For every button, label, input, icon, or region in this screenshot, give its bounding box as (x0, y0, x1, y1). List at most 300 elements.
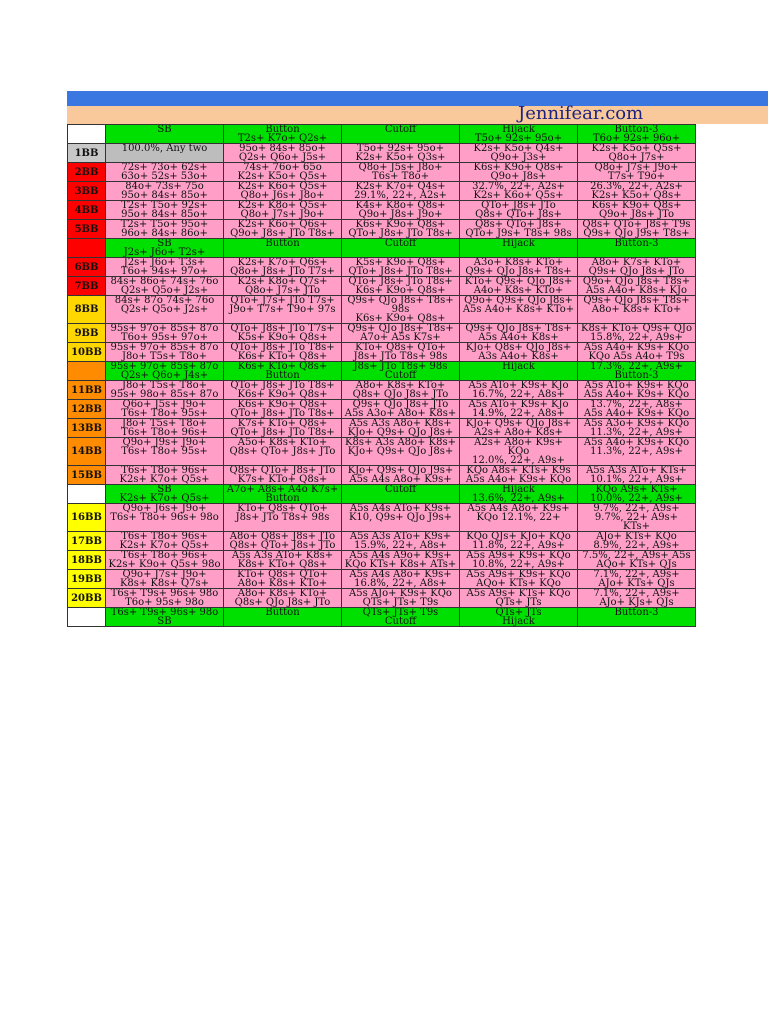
position-header-row (68, 239, 696, 258)
stack-size-label: 11BB (68, 381, 106, 400)
range-text: QTo+ J7s+ JTo T7s+ J9o+ T7s+ T9o+ 97s (229, 295, 336, 315)
range-text: A5s A9s+ KTs+ KQo QTs+ JTs (466, 588, 571, 608)
range-cell (106, 201, 224, 220)
range-text: K5s+ K9o+ Q8s+ QTo+ J8s+ JTo T8s+ (348, 257, 453, 277)
range-text: Q9s+ QJo J8s+ T8s+ A8o+ K8s+ KTo+ (583, 295, 690, 315)
stack-size-label: 9BB (68, 324, 106, 343)
range-text: K2s+ K8o+ Q5s+ Q8o+ J7s+ J9o+ (237, 200, 328, 220)
range-cell (578, 220, 696, 239)
stack-size-label: 2BB (68, 163, 106, 182)
range-text: KJo+ Q8s+ QJo J8s+ A3s A4o+ K8s+ (465, 342, 572, 362)
stack-size-label (68, 608, 106, 627)
range-cell (460, 400, 578, 419)
position-header-cell (460, 485, 578, 504)
range-cell (106, 182, 224, 201)
range-cell (224, 551, 342, 570)
position-header-cell (224, 125, 342, 144)
range-cell (106, 532, 224, 551)
range-text: A5s A4o+ K9s+ KQo KQo A5s A4o+ T9s (583, 342, 690, 362)
range-text: Q9o+ J7s+ J9o+ K8s+ K8s+ Q7s+ (119, 569, 210, 589)
range-text: A5s A4s A8o+ K9s+ 16.8%, 22+, A8s+ (349, 569, 452, 589)
stack-row (68, 589, 696, 608)
range-text: Hijack T5o+ 92s+ 95o+ (474, 124, 563, 144)
range-text: 84o+ 73s+ 75o 95o+ 84s+ 85o+ (121, 181, 208, 201)
range-cell (460, 220, 578, 239)
range-cell (342, 343, 460, 362)
stack-size-label: 14BB (68, 438, 106, 466)
position-header-cell (106, 485, 224, 504)
range-text: Q9o+ J9s+ J9o+ T6s+ T8o+ 95s+ (121, 437, 208, 457)
range-text: 7.1%, 22+, A9s+ AJo+ KJs+ QJs (593, 588, 680, 608)
range-cell (224, 343, 342, 362)
range-text: K4s+ K8o+ Q8s+ Q9o+ J8s+ J9o+ (355, 200, 446, 220)
site-title: Jennifear.com (518, 103, 644, 124)
range-text: A5s A3s ATo+ K9s+ 15.9%, 22+, A8s+ (349, 531, 452, 551)
range-text: 72s+ 73o+ 62s+ 63o+ 52s+ 53o+ (121, 162, 208, 182)
range-cell (224, 201, 342, 220)
range-cell (342, 438, 460, 466)
range-text: A2s+ A8o+ K9s+ KQo 12.0%, 22+, A9s+ (472, 437, 565, 466)
range-cell (342, 419, 460, 438)
range-cell (578, 381, 696, 400)
stack-size-label: 8BB (68, 296, 106, 324)
range-text: Cutoff (384, 238, 417, 249)
range-text: QTs+ JTs Hijack (495, 607, 542, 627)
range-text: T2s+ T5o+ 95o+ 96o+ 84s+ 86o+ (120, 219, 209, 239)
range-text: AJo+ KTs+ KQo 8.9%, 22+, A9s+ (593, 531, 680, 551)
range-text: Hijack (502, 361, 535, 372)
range-text: KJo+ Q9s+ QJo J9s+ A5s A4s A8o+ K9s+ (347, 465, 454, 485)
range-cell (578, 570, 696, 589)
stack-size-label (68, 125, 106, 144)
range-text: Button (265, 238, 300, 249)
stack-size-label: 13BB (68, 419, 106, 438)
range-cell (224, 277, 342, 296)
range-cell (106, 419, 224, 438)
range-text: Button-3 (614, 238, 659, 249)
range-text: A5s A4s ATo+ K9s+ K10, Q9s+ QJo J9s+ (348, 503, 453, 523)
range-cell (342, 381, 460, 400)
range-cell (342, 504, 460, 532)
stack-row (68, 144, 696, 163)
stack-row (68, 324, 696, 343)
range-text: A8o+ K8s+ KTo+ Q8s+ QJo J8s+ JTo (352, 380, 449, 400)
position-header-cell (342, 125, 460, 144)
range-cell (460, 570, 578, 589)
range-text: T2s+ T5o+ 92s+ 95o+ 84s+ 85o+ (121, 200, 208, 220)
stack-size-label: 20BB (68, 589, 106, 608)
range-cell (460, 144, 578, 163)
position-header-cell (578, 485, 696, 504)
range-cell (460, 466, 578, 485)
range-cell (460, 504, 578, 532)
position-header-cell (224, 239, 342, 258)
position-header-cell (342, 608, 460, 627)
range-text: A5s A3o+ K9s+ KQo 11.3%, 22+, A9s+ (583, 418, 690, 438)
stack-row (68, 343, 696, 362)
range-cell (106, 296, 224, 324)
range-text: A3o+ K8s+ KTo+ Q9s+ QJo J8s+ T8s+ (465, 257, 572, 277)
range-cell (224, 381, 342, 400)
range-text: Q9o+ Q9s+ QJo J8s+ A5s A4o+ K8s+ KTo+ (462, 295, 575, 315)
range-text: KTo+ Q8s+ QTo+ J8s+ JTo T8s+ 98s (353, 342, 448, 362)
range-text: J8s+ JTo T8s+ 98s Cutoff (353, 361, 448, 381)
range-text: Button T2s+ K7o+ Q2s+ (237, 124, 328, 144)
range-text: Hijack (502, 238, 535, 249)
range-text: QTo+ J8s+ JTo T7s+ K5s+ K9o+ Q8s+ (230, 323, 335, 343)
range-cell (224, 589, 342, 608)
stack-row (68, 220, 696, 239)
stack-size-label: 7BB (68, 277, 106, 296)
range-text: KQo A8s+ KTs+ K9s A5s A4o+ K9s+ KQo (465, 465, 572, 485)
range-text: T6s+ T8o+ 96s+ K2s+ K9o+ Q5s+ 98o (108, 550, 221, 570)
range-text: A5o+ K8s+ KTo+ Q8s+ QTo+ J8s+ JTo (229, 437, 336, 457)
stack-size-label (68, 362, 106, 381)
range-text: QTo+ J8s+ JTo T8s+ K6s+ K9o+ Q8s+ (348, 276, 453, 296)
range-text: 17.3%, 22+, A9s+ Button-3 (590, 361, 683, 381)
header-peach-band (67, 106, 768, 124)
range-cell (342, 296, 460, 324)
range-text: A8o+ K7s+ KTo+ Q9s+ QJo J8s+ JTo (588, 257, 685, 277)
range-text: K8s+ A3s A8o+ K8s+ KJo+ Q9s+ QJo J8s+ (345, 437, 456, 457)
range-cell (460, 589, 578, 608)
range-text: Cutoff (384, 484, 417, 495)
range-cell (106, 163, 224, 182)
range-text: A5s A4s A9o+ K9s+ KQo KTs+ K8s+ ATs+ (344, 550, 457, 570)
position-header-cell (460, 239, 578, 258)
push-range-table (67, 124, 696, 627)
position-header-cell (106, 362, 224, 381)
range-cell (578, 163, 696, 182)
range-text: A8o+ Q8s+ J8s+ JTo Q8s+ QTo+ J8s+ JTo (229, 531, 336, 551)
stack-size-label (68, 239, 106, 258)
range-cell (106, 277, 224, 296)
position-header-cell (578, 239, 696, 258)
range-text: 84s+ 86o+ 74s+ 76o Q2s+ Q5o+ J2s+ (110, 276, 219, 296)
range-text: A5s AJo+ K9s+ KQo QTs+ JTs+ T9s (349, 588, 452, 608)
range-text: 84s+ 87o 74s+ 76o Q2s+ Q5o+ J2s+ (114, 295, 215, 315)
range-text: K6s+ K9o+ Q8s+ Q9o+ J8s+ JTo (591, 200, 682, 220)
range-cell (106, 570, 224, 589)
range-text: 95o+ 84s+ 85o+ Q2s+ Q6o+ J5s+ (238, 143, 327, 163)
range-text: 100.0%, Any two (121, 143, 208, 154)
range-text: A5s A9s+ K9s+ KQo 10.8%, 22+, A9s+ (466, 550, 571, 570)
range-text: A7o+ A8s+ A4o K7s+ Button (226, 484, 339, 504)
range-text: 95s+ 97o+ 85s+ 87o J8o+ T5s+ T8o+ (110, 342, 219, 362)
range-text: QTo+ J8s+ JTo Q8s+ QTo+ J8s+ (475, 200, 562, 220)
range-text: Q9s+ QJo J8s+ JTo A5s A3o+ A8o+ K8s+ (344, 399, 457, 419)
range-text: A5s ATo+ K9s+ KJo 16.7%, 22+, A8s+ (468, 380, 569, 400)
range-text: T6s+ T8o+ 96s+ K2s+ K7o+ Q5s+ (119, 465, 210, 485)
position-header-cell (578, 125, 696, 144)
range-cell (224, 182, 342, 201)
range-text: T5o+ 92s+ 95o+ K2s+ K5o+ Q3s+ (355, 143, 446, 163)
range-cell (342, 324, 460, 343)
range-text: Q6o+ J5s+ J9o+ T6s+ T8o+ 95s+ (121, 399, 208, 419)
position-header-cell (106, 239, 224, 258)
range-cell (342, 220, 460, 239)
range-text: KJo+ Q9s+ QJo J8s+ A2s+ A8o+ K8s+ (465, 418, 572, 438)
range-cell (224, 400, 342, 419)
position-header-row (68, 125, 696, 144)
range-text: K2s+ K7o+ Q4s+ 29.1%, 22+, A2s+ (354, 181, 447, 201)
range-text: Hijack 13.6%, 22+, A9s+ (472, 484, 565, 504)
range-cell (460, 201, 578, 220)
range-cell (224, 438, 342, 466)
stack-size-label: 19BB (68, 570, 106, 589)
position-header-cell (106, 125, 224, 144)
range-cell (106, 381, 224, 400)
stack-size-label: 10BB (68, 343, 106, 362)
range-text: A5s A4s A8o+ K9s+ KQo 12.1%, 22+ (467, 503, 570, 523)
range-text: SB (157, 124, 172, 135)
range-text: K2s+ K7o+ Q6s+ Q8o+ J8s+ JTo T7s+ (230, 257, 335, 277)
range-cell (342, 551, 460, 570)
range-text: A5s ATo+ K9s+ KJo 14.9%, 22+, A8s+ (468, 399, 569, 419)
range-text: A5s A9s+ K9s+ KQo AQo+ KTs+ KQo (466, 569, 571, 589)
range-text: SB K2s+ K7o+ Q5s+ (119, 484, 210, 504)
range-cell (578, 589, 696, 608)
range-cell (342, 570, 460, 589)
range-text: 7.1%, 22+, A9s+ AJo+ KTs+ QJs (593, 569, 680, 589)
range-text: K2s+ K6o+ Q5s+ Q8o+ J6s+ J8o+ (237, 181, 328, 201)
range-text: KTo+ Q8s+ QTo+ A8o+ K8s+ KTo+ (237, 569, 328, 589)
range-cell (460, 343, 578, 362)
range-cell (578, 277, 696, 296)
range-cell (224, 466, 342, 485)
position-header-cell (578, 362, 696, 381)
range-cell (342, 201, 460, 220)
range-text: K7s+ KTo+ Q8s+ QTo+ J8s+ JTo T8s+ (230, 418, 335, 438)
position-header-cell (224, 362, 342, 381)
range-cell (342, 258, 460, 277)
range-text: Button-3 T6o+ 92s+ 96o+ (592, 124, 681, 144)
range-text: KTo+ Q9s+ QJo J8s+ A4o+ K8s+ KTo+ (464, 276, 573, 296)
stack-size-label: 4BB (68, 201, 106, 220)
range-cell (460, 438, 578, 466)
range-text: Q9s+ QJo J8s+ T8s+ A5s A4o+ K8s+ (465, 323, 572, 343)
stack-size-label: 1BB (68, 144, 106, 163)
range-text: A5s A4o+ K9s+ KQo 11.3%, 22+, A9s+ (583, 437, 690, 457)
range-cell (342, 182, 460, 201)
range-text: KQo A9s+ KTs+ 10.0%, 22+, A9s+ (590, 484, 683, 504)
range-text: A5s ATo+ K9s+ KQo A5s A4o+ K9s+ KQo (583, 380, 690, 400)
range-cell (224, 504, 342, 532)
range-text: Q9o+ QJo J8s+ T8s+ A5s A4o+ K8s+ KJo (582, 276, 691, 296)
range-text: 32.7%, 22+, A2s+ K2s+ K6o+ Q5s+ (472, 181, 565, 201)
range-text: K2s+ K8o+ Q7s+ Q8o+ J7s+ JTo (237, 276, 328, 296)
position-header-row (68, 362, 696, 381)
range-text: KTo+ Q8s+ QTo+ J8s+ JTo T8s+ 98s (235, 503, 330, 523)
range-cell (106, 400, 224, 419)
stack-size-label: 5BB (68, 220, 106, 239)
range-cell (106, 144, 224, 163)
position-header-cell (460, 125, 578, 144)
position-header-cell (342, 239, 460, 258)
range-text: SB J2s+ J6o+ T2s+ (123, 238, 206, 258)
range-cell (460, 277, 578, 296)
range-cell (578, 324, 696, 343)
range-cell (578, 438, 696, 466)
position-header-row (68, 485, 696, 504)
range-cell (342, 163, 460, 182)
range-text: 7.5%, 22+, A9s+ A5s AQo+ KTs+ QJs (582, 550, 691, 570)
range-text: Q9s+ QJo J8s+ T8s+ A7o+ A5s K7s+ (347, 323, 454, 343)
range-text: Q9o+ J6s+ J9o+ T6s+ T8o+ 96s+ 98o (110, 503, 219, 523)
stack-row (68, 419, 696, 438)
range-text: J2s+ J6o+ T3s+ T6o+ 94s+ 97o+ (120, 257, 209, 277)
range-cell (578, 258, 696, 277)
range-cell (460, 163, 578, 182)
stack-row (68, 182, 696, 201)
range-text: 95s+ 97o+ 85s+ 87o Q2s+ Q6o+ J4s+ (110, 361, 219, 381)
stack-row (68, 163, 696, 182)
range-text: J8o+ T5s+ T8o+ T6s+ T8o+ 96s+ (121, 418, 208, 438)
range-cell (578, 182, 696, 201)
range-cell (578, 144, 696, 163)
range-text: 74s+ 76o+ 65o K2s+ K5o+ Q5s+ (237, 162, 328, 182)
range-text: QTo+ J8s+ JTo T8s+ K6s+ K9o+ Q8s+ (230, 380, 335, 400)
position-header-cell (342, 485, 460, 504)
range-cell (106, 258, 224, 277)
stack-row (68, 570, 696, 589)
range-text: Q8s+ QTo+ J8s+ JTo K7s+ KTo+ Q8s+ (229, 465, 336, 485)
range-cell (224, 258, 342, 277)
range-cell (578, 296, 696, 324)
stack-row (68, 296, 696, 324)
range-cell (106, 220, 224, 239)
range-text: 95s+ 97o+ 85s+ 87o T6o+ 95s+ 97o+ (110, 323, 219, 343)
stack-row (68, 466, 696, 485)
stack-row (68, 258, 696, 277)
position-header-cell (460, 362, 578, 381)
range-cell (224, 163, 342, 182)
stack-size-label: 17BB (68, 532, 106, 551)
range-cell (106, 438, 224, 466)
range-text: A5s A3s ATo+ KTs+ 10.1%, 22+, A9s+ (586, 465, 687, 485)
range-text: K6s+ K9o+ Q8s+ Q9o+ J8s+ (473, 162, 564, 182)
range-cell (342, 400, 460, 419)
stack-size-label: 15BB (68, 466, 106, 485)
range-cell (106, 504, 224, 532)
range-cell (578, 532, 696, 551)
range-cell (578, 466, 696, 485)
range-text: 13.7%, 22+, A8s+ A5s A4o+ K9s+ KQo (583, 399, 690, 419)
range-cell (460, 296, 578, 324)
range-cell (106, 343, 224, 362)
stack-size-label: 16BB (68, 504, 106, 532)
stack-row (68, 381, 696, 400)
range-cell (342, 589, 460, 608)
range-cell (224, 532, 342, 551)
range-cell (342, 532, 460, 551)
stack-row (68, 277, 696, 296)
range-text: QTo+ J8s+ JTo T8s+ K6s+ KTo+ Q8s+ (230, 342, 335, 362)
position-header-cell (578, 608, 696, 627)
range-text: Button-3 (614, 607, 659, 618)
stack-size-label: 18BB (68, 551, 106, 570)
range-text: A8o+ K8s+ KTo+ Q8s+ QJo J8s+ JTo (234, 588, 331, 608)
range-cell (460, 381, 578, 400)
range-text: KQo QJs+ KJo+ KQo 11.8%, 22+, A9s+ (466, 531, 571, 551)
range-cell (224, 324, 342, 343)
position-header-cell (224, 608, 342, 627)
stack-size-label: 6BB (68, 258, 106, 277)
range-text: T6s+ T9s+ 96s+ 98o SB (110, 607, 219, 627)
range-text: QTs+ JTs+ T9s Cutoff (362, 607, 439, 627)
position-header-row (68, 608, 696, 627)
stack-row (68, 504, 696, 532)
range-cell (342, 144, 460, 163)
range-cell (578, 201, 696, 220)
range-cell (106, 324, 224, 343)
range-cell (106, 551, 224, 570)
range-cell (460, 182, 578, 201)
position-header-cell (224, 485, 342, 504)
stack-size-label (68, 485, 106, 504)
stack-row (68, 551, 696, 570)
range-cell (578, 400, 696, 419)
range-text: K6s+ K9o+ Q8s+ QTo+ J8s+ JTo T8s+ (230, 399, 335, 419)
range-cell (460, 419, 578, 438)
stack-row (68, 201, 696, 220)
range-text: 9.7%, 22+, A9s+ 9.7%, 22+ A9s+ KTs+ (593, 503, 680, 532)
range-text: Cutoff (384, 124, 417, 135)
range-cell (224, 419, 342, 438)
range-text: K8s+ KTo+ Q9s+ QJo 15.8%, 22+, A9s+ (581, 323, 692, 343)
range-cell (460, 324, 578, 343)
range-cell (224, 570, 342, 589)
range-text: A5s A3s ATo+ K8s+ K8s+ KTo+ Q8s+ (231, 550, 334, 570)
stack-row (68, 532, 696, 551)
range-cell (578, 419, 696, 438)
push-range-table-body (68, 125, 696, 627)
range-cell (224, 220, 342, 239)
range-cell (578, 343, 696, 362)
range-text: A5s A3s A8o+ K8s+ KJo+ Q9s+ QJo J8s+ (347, 418, 454, 438)
range-text: Button (265, 607, 300, 618)
range-text: Q8o+ J5s+ J8o+ T6s+ T8o+ (358, 162, 443, 182)
range-text: Q8s+ QTo+ J8s+ T9s Q9s+ QJo J9s+ T8s+ (582, 219, 691, 239)
stack-row (68, 400, 696, 419)
range-text: Q9s+ QJo J8s+ T8s+ 98s K6s+ K9o+ Q8s+ (347, 295, 454, 324)
range-cell (106, 589, 224, 608)
range-text: J8o+ T5s+ T8o+ 95s+ 98o+ 85s+ 87o (110, 380, 219, 400)
range-cell (342, 466, 460, 485)
stack-row (68, 438, 696, 466)
position-header-cell (460, 608, 578, 627)
header-blue-band (67, 91, 768, 106)
range-cell (460, 258, 578, 277)
range-cell (578, 504, 696, 532)
range-text: K2s+ K5o+ Q4s+ Q9o+ J3s+ (473, 143, 564, 163)
range-cell (460, 532, 578, 551)
range-text: Q8s+ QTo+ J8s+ QTo+ J9s+ T8s+ 98s (465, 219, 572, 239)
range-text: K2s+ K5o+ Q5s+ Q8o+ J7s+ (591, 143, 682, 163)
range-cell (106, 466, 224, 485)
range-cell (460, 551, 578, 570)
range-text: T6s+ T9s+ 96s+ 98o T6o+ 95s+ 98o (110, 588, 219, 608)
range-cell (342, 277, 460, 296)
stack-size-label: 12BB (68, 400, 106, 419)
range-cell (224, 144, 342, 163)
range-text: Q8o+ J7s+ J9o+ T7s+ T9o+ (594, 162, 679, 182)
range-text: 26.3%, 22+, A2s+ K2s+ K5o+ Q8s+ (590, 181, 683, 201)
range-cell (578, 551, 696, 570)
position-header-cell (106, 608, 224, 627)
position-header-cell (342, 362, 460, 381)
range-text: T6s+ T8o+ 96s+ K2s+ K7o+ Q5s+ (119, 531, 210, 551)
